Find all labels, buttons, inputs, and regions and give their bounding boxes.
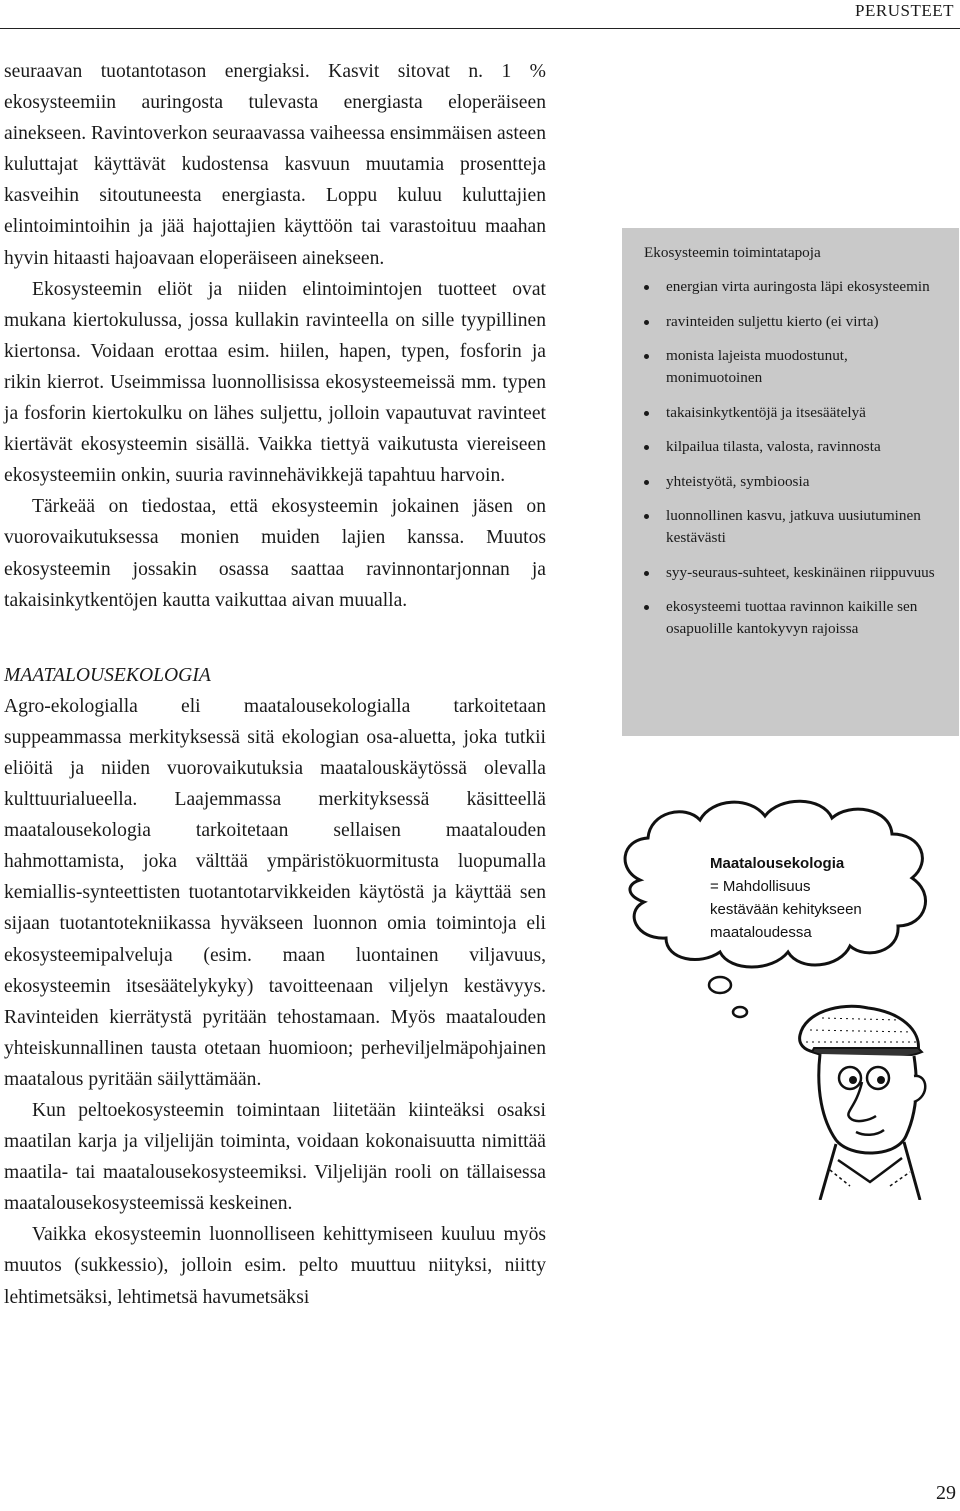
sidebar-item-text: ekosysteemi tuottaa ravinnon kaikille sen osapuolille kantokyvyn rajoissa <box>666 598 918 637</box>
cloud-title: Maatalousekologia <box>710 855 845 872</box>
sidebar-box <box>622 228 959 736</box>
sidebar-item-text: ravinteiden suljettu kierto (ei virta) <box>666 312 879 330</box>
sidebar-item <box>644 471 945 493</box>
bullet-icon <box>644 445 649 450</box>
bullet-icon <box>644 571 649 576</box>
cloud-line: maataloudessa <box>710 924 812 941</box>
sidebar-item <box>644 562 945 584</box>
sidebar-item-text: energian virta auringosta läpi ekosysteemin <box>666 278 930 295</box>
cloud-line: kestävään kehitykseen <box>710 901 862 918</box>
sidebar-item <box>644 596 945 640</box>
main-text-column <box>4 56 546 1313</box>
body-paragraph: Tärkeää on tiedostaa, että ekosysteemin jokainen jäsen on vuorovaikutuksessa monien muiden lajien kanssa. Muutos ekosysteemin jossakin osassa saattaa ravinnontarjonnan ja takaisinkytkentöjen kautta vaikuttaa aivan muualla. <box>4 496 546 611</box>
cloud-text <box>710 852 910 944</box>
sidebar-title: Ekosysteemin toimintatapoja <box>644 244 821 261</box>
sidebar-item-text: luonnollinen kasvu, jatkuva uusiutuminen kestävästi <box>666 507 921 546</box>
page-number: 29 <box>936 1482 956 1504</box>
bullet-icon <box>644 514 649 519</box>
sidebar-item <box>644 436 945 458</box>
farmer-cartoon <box>600 790 960 1200</box>
sidebar-item <box>644 311 945 333</box>
section-heading: MAATALOUSEKOLOGIA <box>4 664 211 686</box>
sidebar-item-text: takaisinkytkentöjä ja itsesäätelyä <box>666 403 866 421</box>
sidebar-item <box>644 402 945 424</box>
header-label: PERUSTEET <box>855 1 954 20</box>
sidebar-item-text: yhteistyötä, symbioosia <box>666 472 810 490</box>
bullet-icon <box>644 320 649 325</box>
body-paragraph: seuraavan tuotantotason energiaksi. Kasvit sitovat n. 1 % ekosysteemiin auringosta tulevasta energiasta eloperäiseen ainekseen. Ravintoverkon seuraavassa vaiheessa ensimmäisen asteen kuluttajat käyttävät kudostensa kasvuun muutamia prosentteja kasveihin sitoutuneesta energiasta. Loppu kuluu kuluttajien elintoimintoihin ja jää hajottajien käyttöön tai varastoituu maahan hyvin hitaasti hajoavaan eloperäiseen ainekseen. <box>4 61 546 269</box>
sidebar-item-text: kilpailua tilasta, valosta, ravinnosta <box>666 438 881 455</box>
body-paragraph: Vaikka ekosysteemin luonnolliseen kehittymiseen kuuluu myös muutos (sukkessio), jolloin esim. pelto muuttuu niityksi, niitty lehtimetsäksi, lehtimetsä havumetsäksi <box>4 1224 546 1308</box>
sidebar-list <box>644 276 945 640</box>
sidebar-item <box>644 345 945 389</box>
sidebar-item-text: syy-seuraus-suhteet, keskinäinen riippuvuus <box>666 563 935 581</box>
body-paragraph: Ekosysteemin eliöt ja niiden elintoimintojen tuotteet ovat mukana kiertokulussa, jossa kullakin ravinteella on sille tyypillinen kiertonsa. Voidaan erottaa esim. hiilen, hapen, typen, fosforin ja rikin kierrot. Useimmissa luonnollisissa ekosysteemeissä mm. typen ja fosforin kiertokulku on lähes suljettu, jolloin vapautuvat ravinteet kiertävät ekosysteemin sisällä. Vaikka tiettyä vaikutusta viereiseen ekosysteemiin onkin, suuria ravinnehävikkejä tapahtuu harvoin. <box>4 278 546 487</box>
sidebar-item <box>644 505 945 549</box>
bullet-icon <box>644 285 649 290</box>
sidebar-item <box>644 276 945 298</box>
sidebar-item-text: monista lajeista muodostunut, monimuotoinen <box>666 347 848 386</box>
bullet-icon <box>644 605 649 610</box>
bullet-icon <box>644 411 649 416</box>
bullet-icon <box>644 354 649 359</box>
bullet-icon <box>644 480 649 485</box>
cloud-line: = Mahdollisuus <box>710 878 811 895</box>
body-paragraph: Kun peltoekosysteemin toimintaan liitetään kiinteäksi osaksi maatilan karja ja viljelijän toiminta, voidaan kokonaisuutta nimittää maatila- tai maatalousekosysteemiksi. Viljelijän rooli on tällaisessa maatalousekosysteemissä keskeinen. <box>4 1100 546 1215</box>
body-paragraph: Agro-ekologialla eli maatalousekologialla tarkoitetaan suppeammassa merkityksessä sitä ekologian osa-aluetta, joka tutkii eliöitä ja niiden vuorovaikutuksia maatalouskäytössä olevalla kulttuurialueella. Laajemmassa merkityksessä käsitteellä maatalousekologia tarkoitetaan sellaisen maatalouden hahmottamista, joka välttää ympäristökuormitusta luopumalla kemiallis-synteettisten tuotantotarvikkeiden käytöstä ja käyttää sen sijaan tuotantotekniikassa hyväkseen luonnon omia toimintoja eli ekosysteemipalveluja (esim. maan luontainen viljavuus, ekosysteemin itsesäätelykyky) tavoitteenaan viljelyn kestävyys. Ravinteiden kierrätystä pyritään tehostamaan. Myös maatalouden yhteiskunnallinen tausta otetaan huomioon; perheviljelmäpohjainen maatalous pyritään säilyttämään. <box>4 695 546 1090</box>
page-header <box>0 0 960 29</box>
